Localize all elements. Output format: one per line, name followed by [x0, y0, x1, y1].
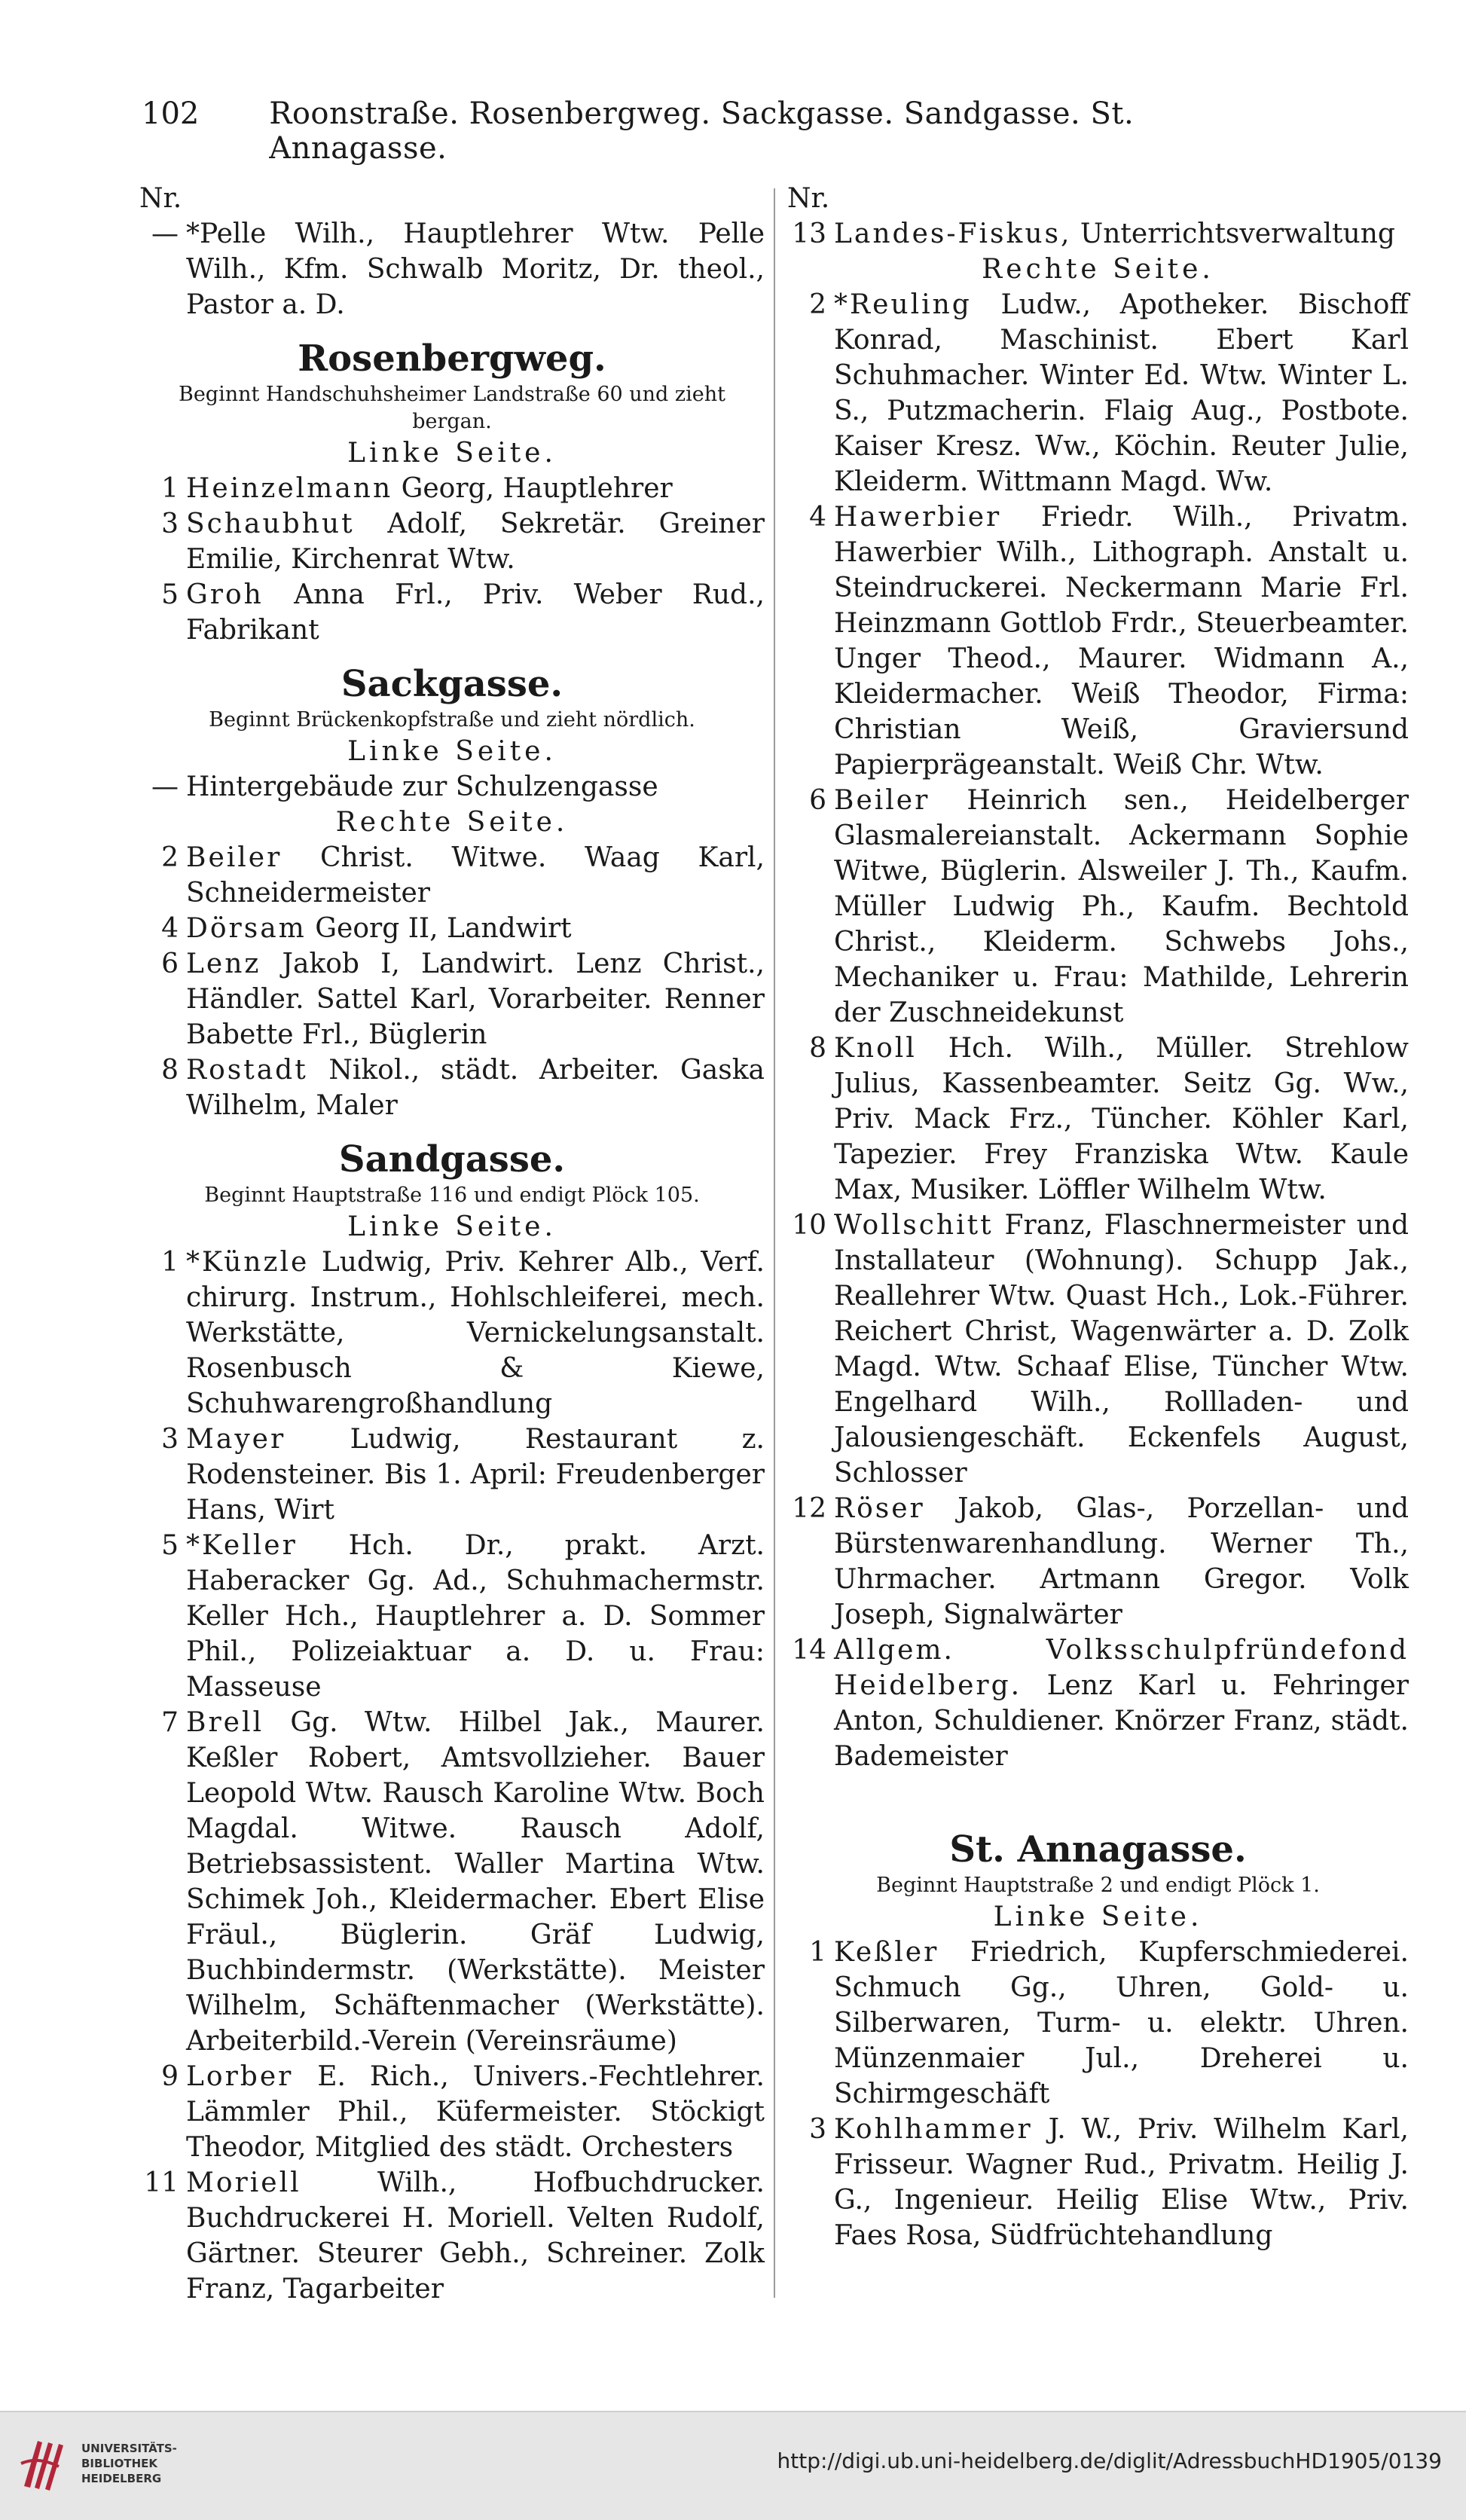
- resident-name: Groh: [186, 579, 264, 610]
- list-item: [787, 287, 1409, 499]
- side-label: Rechte Seite.: [335, 807, 569, 838]
- resident-name: Landes-Fiskus,: [834, 218, 1072, 249]
- house-number: 9: [161, 2061, 179, 2092]
- left-column: [139, 181, 765, 2307]
- entry-text: Unterrichtsverwaltung: [1080, 218, 1395, 249]
- university-library-logo-icon: [15, 2433, 75, 2495]
- house-number: —: [151, 771, 179, 802]
- side-label: Linke Seite.: [993, 1901, 1203, 1932]
- street-description: Beginnt Brückenkopfstraße und zieht nördlich.: [209, 708, 695, 732]
- entry-text: Adolf, Sekretär. Greiner Emilie, Kirchenrat Wtw.: [186, 509, 765, 575]
- list-item: [139, 577, 765, 648]
- library-name-line: UNIVERSITÄTS-: [81, 2442, 177, 2455]
- list-item: [139, 1422, 765, 1528]
- library-name: [81, 2441, 177, 2486]
- entry-text: Friedrich, Kupferschmiederei. Schmuch Gg., Uhren, Gold- u. Silberwaren, Turm- u. elektr. Uhren. Münzenmaier Jul., Dreherei u. Schirmgeschäft: [834, 1937, 1409, 2109]
- house-number: 1: [161, 473, 179, 504]
- entry-text: *Pelle Wilh., Hauptlehrer Wtw. Pelle Wilh., Kfm. Schwalb Moritz, Dr. theol., Pastor a. D.: [186, 218, 765, 320]
- entry-text: Lenz Karl u. Fehringer Anton, Schuldiener. Knörzer Franz, städt. Bademeister: [834, 1670, 1409, 1772]
- house-number: 4: [809, 502, 826, 533]
- house-number: 3: [161, 509, 179, 539]
- side-label: Linke Seite.: [347, 1211, 557, 1242]
- library-name-line: BIBLIOTHEK: [81, 2457, 157, 2470]
- entry-text: Ludwig, Restaurant z. Rodensteiner. Bis 1. April: Freudenberger Hans, Wirt: [186, 1424, 765, 1526]
- house-number: 3: [161, 1424, 179, 1455]
- house-number: 8: [809, 1033, 826, 1064]
- resident-name: Knoll: [834, 1033, 917, 1064]
- right-column: [787, 181, 1409, 2253]
- house-number: 12: [792, 1493, 826, 1524]
- list-item: [787, 1208, 1409, 1491]
- resident-name: Lorber: [186, 2061, 294, 2092]
- street-heading: St. Annagasse.: [949, 1828, 1247, 1871]
- entry-text: Hch. Dr., prakt. Arzt. Haberacker Gg. Ad., Schuhmachermstr. Keller Hch., Hauptlehrer a. D. Sommer Phil., Polizeiaktuar a. D. u. Frau: Masseuse: [186, 1530, 765, 1703]
- resident-name: Hawerbier: [834, 502, 1002, 533]
- entry-text: Wilh., Hofbuchdrucker. Buchdruckerei H. Moriell. Velten Rudolf, Gärtner. Steurer Gebh., Schreiner. Zolk Franz, Tagarbeiter: [186, 2167, 765, 2305]
- list-item: [139, 911, 765, 946]
- side-label: Rechte Seite.: [982, 254, 1214, 285]
- house-number: 2: [161, 842, 179, 873]
- column-divider: [774, 188, 775, 2298]
- entry-text: Ludw., Apotheker. Bischoff Konrad, Maschinist. Ebert Karl Schuhmacher. Winter Ed. Wtw. Winter L. S., Putzmacherin. Flaig Aug., Postbote. Kaiser Kresz. Ww., Köchin. Reuter Julie, Kleiderm. Wittmann Magd. Ww.: [834, 289, 1409, 497]
- resident-name: Dörsam: [186, 913, 307, 944]
- resident-name: Beiler: [186, 842, 283, 873]
- list-item: [787, 1935, 1409, 2112]
- house-number: 7: [161, 1707, 179, 1738]
- list-item: [139, 506, 765, 577]
- list-item: [139, 216, 765, 322]
- entry-text: Jakob I, Landwirt. Lenz Christ., Händler. Sattel Karl, Vorarbeiter. Renner Babette Frl., Büglerin: [186, 948, 765, 1050]
- list-item: [139, 1052, 765, 1123]
- list-item: [139, 471, 765, 506]
- list-item: [787, 2112, 1409, 2253]
- entry-text: Georg, Hauptlehrer: [401, 473, 673, 504]
- page-header: [142, 96, 1317, 166]
- resident-name: Mayer: [186, 1424, 286, 1455]
- house-number: 5: [161, 579, 179, 610]
- house-number: 13: [792, 218, 826, 249]
- resident-name: Heinzelmann: [186, 473, 393, 504]
- list-item: [787, 783, 1409, 1031]
- house-number: 2: [809, 289, 826, 320]
- street-description: Beginnt Hauptstraße 2 und endigt Plöck 1.: [876, 1874, 1320, 1897]
- house-number: 6: [161, 948, 179, 979]
- entry-text: Friedr. Wilh., Privatm. Hawerbier Wilh., Lithograph. Anstalt u. Steindruckerei. Neckermann Marie Frl. Heinzmann Gottlob Frdr., Steuerbeamter. Unger Theod., Maurer. Widmann A., Kleidermacher. Weiß Theodor, Firma: Christian Weiß, Graviersund Papierprägeanstalt. Weiß Chr. Wtw.: [834, 502, 1409, 780]
- list-item: [787, 1031, 1409, 1208]
- resident-name: *Keller: [186, 1530, 298, 1561]
- page-title: Roonstraße. Rosenbergweg. Sackgasse. Sandgasse. St. Annagasse.: [269, 96, 1135, 166]
- resident-name: *Künzle: [186, 1247, 310, 1278]
- entry-text: Franz, Flaschnermeister und Installateur (Wohnung). Schupp Jak., Reallehrer Wtw. Quast Hch., Lok.-Führer. Reichert Christ, Wagenwärter a. D. Zolk Magd. Wtw. Schaaf Elise, Tüncher Wtw. Engelhard Wilh., Rollladen- und Jalousiengeschäft. Eckenfels August, Schlosser: [834, 1210, 1409, 1489]
- entry-text: Hintergebäude zur Schulzengasse: [186, 771, 658, 802]
- street-heading: Rosenbergweg.: [298, 338, 606, 380]
- entry-text: Georg II, Landwirt: [315, 913, 572, 944]
- street-description: Beginnt Hauptstraße 116 und endigt Plöck 105.: [204, 1184, 700, 1207]
- list-item: [139, 840, 765, 911]
- house-number: 3: [809, 2114, 826, 2145]
- list-item: [139, 1528, 765, 1705]
- resident-name: Schaubhut: [186, 509, 355, 539]
- entry-text: Anna Frl., Priv. Weber Rud., Fabrikant: [186, 579, 765, 646]
- source-url-link[interactable]: http://digi.ub.uni-heidelberg.de/diglit/AdressbuchHD1905/0139: [777, 2448, 1442, 2473]
- resident-name: Beiler: [834, 785, 930, 816]
- street-description: Beginnt Handschuhsheimer Landstraße 60 und zieht bergan.: [178, 383, 725, 433]
- resident-name: Rostadt: [186, 1055, 308, 1086]
- list-item: [139, 1705, 765, 2059]
- house-number: 1: [809, 1937, 826, 1968]
- house-number: 14: [792, 1635, 826, 1666]
- entry-text: Ludwig, Priv. Kehrer Alb., Verf. chirurg. Instrum., Hohlschleiferei, mech. Werkstätte, Vernickelungsanstalt. Rosenbusch & Kiewe, Schuhwarengroßhandlung: [186, 1247, 765, 1419]
- list-item: [139, 2165, 765, 2307]
- entry-text: E. Rich., Univers.-Fechtlehrer. Lämmler Phil., Küfermeister. Stöckigt Theodor, Mitglied des städt. Orchesters: [186, 2061, 765, 2163]
- list-item: [787, 1491, 1409, 1633]
- resident-name: Allgem. Volksschulpfründefond Heidelberg.: [834, 1635, 1409, 1701]
- list-item: [787, 1633, 1409, 1774]
- page-number: 102: [142, 96, 200, 131]
- nr-label: Nr.: [787, 183, 830, 214]
- list-item: [139, 769, 765, 805]
- entry-text: J. W., Priv. Wilhelm Karl, Frisseur. Wagner Rud., Privatm. Heilig J. G., Ingenieur. Heilig Elise Wtw., Priv. Faes Rosa, Südfrüchtehandlung: [834, 2114, 1409, 2251]
- house-number: 11: [144, 2167, 179, 2198]
- resident-name: *Reuling: [834, 289, 972, 320]
- house-number: 10: [792, 1210, 826, 1241]
- house-number: —: [151, 218, 179, 249]
- street-heading: Sackgasse.: [341, 663, 563, 705]
- resident-name: Wollschitt: [834, 1210, 994, 1241]
- street-heading: Sandgasse.: [338, 1138, 566, 1181]
- list-item: [139, 946, 765, 1052]
- resident-name: Lenz: [186, 948, 261, 979]
- side-label: Linke Seite.: [347, 438, 557, 469]
- resident-name: Keßler: [834, 1937, 939, 1968]
- entry-text: Heinrich sen., Heidelberger Glasmalereianstalt. Ackermann Sophie Witwe, Büglerin. Alsweiler J. Th., Kaufm. Müller Ludwig Ph., Kaufm. Bechtold Christ., Kleiderm. Schwebs Johs., Mechaniker u. Frau: Mathilde, Lehrerin der Zuschneidekunst: [834, 785, 1409, 1028]
- list-item: [139, 1245, 765, 1422]
- house-number: 5: [161, 1530, 179, 1561]
- resident-name: Kohlhammer: [834, 2114, 1033, 2145]
- list-item: [787, 499, 1409, 783]
- library-name-line: HEIDELBERG: [81, 2472, 162, 2485]
- resident-name: Brell: [186, 1707, 264, 1738]
- house-number: 6: [809, 785, 826, 816]
- entry-text: Christ. Witwe. Waag Karl, Schneidermeister: [186, 842, 765, 909]
- house-number: 4: [161, 913, 179, 944]
- entry-text: Gg. Wtw. Hilbel Jak., Maurer. Keßler Robert, Amtsvollzieher. Bauer Leopold Wtw. Rausch Karoline Wtw. Boch Magdal. Witwe. Rausch Adolf, Betriebsassistent. Waller Martina Wtw. Schimek Joh., Kleidermacher. Ebert Elise Fräul., Büglerin. Gräf Ludwig, Buchbindermstr. (Werkstätte). Meister Wilhelm, Schäftenmacher (Werkstätte). Arbeiterbild.-Verein (Vereinsräume): [186, 1707, 765, 2057]
- entry-text: Jakob, Glas-, Porzellan- und Bürstenwarenhandlung. Werner Th., Uhrmacher. Artmann Gregor. Volk Joseph, Signalwärter: [834, 1493, 1409, 1630]
- house-number: 1: [161, 1247, 179, 1278]
- side-label: Linke Seite.: [347, 736, 557, 767]
- list-item: [787, 216, 1409, 252]
- resident-name: Röser: [834, 1493, 925, 1524]
- entry-text: Nikol., städt. Arbeiter. Gaska Wilhelm, Maler: [186, 1055, 765, 1121]
- nr-label: Nr.: [139, 183, 182, 214]
- resident-name: Moriell: [186, 2167, 301, 2198]
- entry-text: Hch. Wilh., Müller. Strehlow Julius, Kassenbeamter. Seitz Gg. Ww., Priv. Mack Frz., Tüncher. Köhler Karl, Tapezier. Frey Franziska Wtw. Kaule Max, Musiker. Löffler Wilhelm Wtw.: [834, 1033, 1409, 1205]
- digitization-footer: [0, 2411, 1466, 2520]
- list-item: [139, 2059, 765, 2165]
- house-number: 8: [161, 1055, 179, 1086]
